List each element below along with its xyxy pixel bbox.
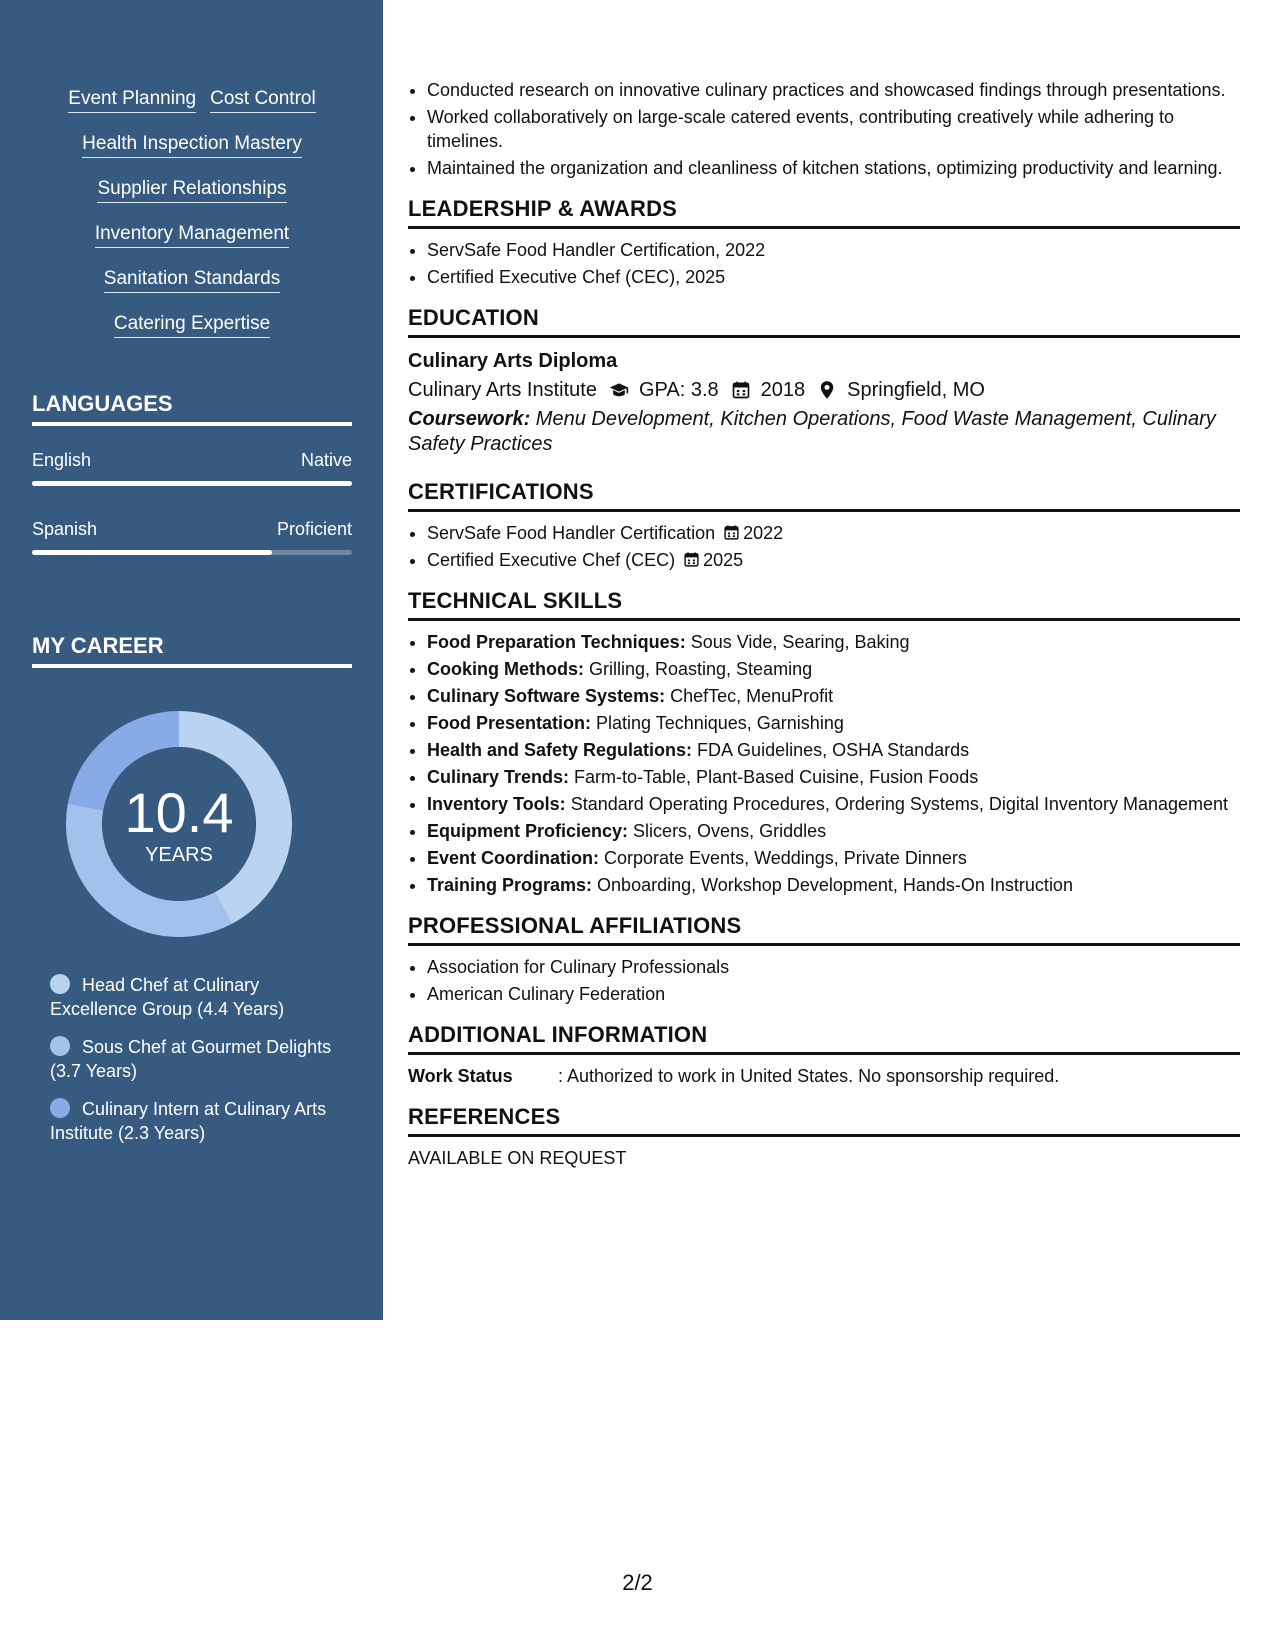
skill-tag: Sanitation Standards bbox=[104, 266, 280, 293]
certification-year: 2022 bbox=[743, 523, 784, 543]
language-english bbox=[32, 450, 352, 486]
education-degree: Culinary Arts Diploma bbox=[408, 350, 618, 372]
language-name: English bbox=[32, 450, 92, 470]
list-item bbox=[427, 711, 1240, 735]
certifications-heading: CERTIFICATIONS bbox=[408, 479, 1240, 512]
affiliations-list bbox=[408, 955, 1240, 1006]
skills-row bbox=[22, 131, 362, 176]
references-heading: REFERENCES bbox=[408, 1104, 1240, 1137]
career-label: Culinary Intern at Culinary Arts Institute (2.3 Years) bbox=[50, 1099, 327, 1143]
list-item: • Conducted research on innovative culinary practices and showcased findings through presentations. bbox=[427, 78, 1240, 102]
list-item: • American Culinary Federation bbox=[427, 982, 1240, 1006]
work-status-label: Work Status bbox=[408, 1066, 513, 1086]
list-item bbox=[427, 792, 1240, 816]
skill-category: Inventory Tools: bbox=[427, 794, 566, 814]
skill-values: Onboarding, Workshop Development, Hands-On Instruction bbox=[592, 875, 1073, 895]
education-heading: EDUCATION bbox=[408, 305, 1240, 338]
map-pin-icon bbox=[817, 380, 837, 400]
calendar-icon bbox=[731, 380, 751, 400]
list-item bbox=[427, 873, 1240, 897]
list-item bbox=[427, 738, 1240, 762]
certification-year: 2025 bbox=[703, 550, 744, 570]
skill-tag: Health Inspection Mastery bbox=[82, 131, 302, 158]
certification-name: ServSafe Food Handler Certification bbox=[427, 523, 716, 543]
skill-category: Health and Safety Regulations: bbox=[427, 740, 693, 760]
list-item bbox=[427, 657, 1240, 681]
references-text: AVAILABLE ON REQUEST bbox=[408, 1148, 627, 1168]
list-item bbox=[427, 846, 1240, 870]
language-bar bbox=[32, 550, 352, 555]
skill-values: Standard Operating Procedures, Ordering Systems, Digital Inventory Management bbox=[565, 794, 1229, 814]
education-gpa: GPA: 3.8 bbox=[638, 379, 719, 401]
calendar-icon bbox=[683, 551, 700, 568]
education-coursework bbox=[408, 407, 1240, 457]
certifications-list bbox=[408, 521, 1240, 572]
skill-tag: Catering Expertise bbox=[114, 311, 270, 338]
list-item: • Worked collaboratively on large-scale catered events, contributing creatively while adhering to timelines. bbox=[427, 105, 1240, 153]
education-location: Springfield, MO bbox=[847, 379, 985, 401]
skill-category: Culinary Software Systems: bbox=[427, 686, 666, 706]
work-status-value: : Authorized to work in United States. No sponsorship required. bbox=[558, 1066, 1060, 1086]
career-total bbox=[66, 711, 292, 937]
list-item bbox=[427, 765, 1240, 789]
skills-row bbox=[22, 266, 362, 311]
career-label: Sous Chef at Gourmet Delights (3.7 Years) bbox=[50, 1037, 332, 1081]
list-item bbox=[427, 548, 1240, 572]
skill-values: ChefTec, MenuProfit bbox=[665, 686, 834, 706]
languages-heading: LANGUAGES bbox=[32, 391, 352, 426]
skills-row bbox=[22, 221, 362, 266]
career-legend-item bbox=[50, 1097, 350, 1145]
skill-tag: Inventory Management bbox=[95, 221, 289, 248]
skill-values: FDA Guidelines, OSHA Standards bbox=[692, 740, 970, 760]
main-content bbox=[408, 78, 1240, 1170]
career-legend-item bbox=[50, 973, 350, 1021]
language-name: Spanish bbox=[32, 519, 98, 539]
skill-values: Slicers, Ovens, Griddles bbox=[628, 821, 827, 841]
list-item bbox=[427, 630, 1240, 654]
skill-category: Culinary Trends: bbox=[427, 767, 570, 787]
education-year: 2018 bbox=[760, 379, 806, 401]
education-meta bbox=[408, 375, 1240, 405]
skill-values: Grilling, Roasting, Steaming bbox=[583, 659, 813, 679]
skills-row bbox=[22, 311, 362, 356]
language-bar-fill bbox=[32, 481, 352, 486]
career-heading: MY CAREER bbox=[32, 633, 352, 668]
language-level: Native bbox=[300, 450, 352, 470]
affiliations-heading: PROFESSIONAL AFFILIATIONS bbox=[408, 913, 1240, 946]
skill-values: Corporate Events, Weddings, Private Dinners bbox=[599, 848, 967, 868]
career-legend-item bbox=[50, 1035, 350, 1083]
additional-info-heading: ADDITIONAL INFORMATION bbox=[408, 1022, 1240, 1055]
education-school: Culinary Arts Institute bbox=[408, 379, 597, 401]
list-item bbox=[427, 521, 1240, 545]
list-item bbox=[427, 819, 1240, 843]
list-item: • Certified Executive Chef (CEC), 2025 bbox=[427, 265, 1240, 289]
skill-values: Sous Vide, Searing, Baking bbox=[685, 632, 910, 652]
legend-dot-icon bbox=[50, 974, 70, 994]
leadership-list bbox=[408, 238, 1240, 289]
page-number: 2/2 bbox=[622, 1570, 653, 1595]
coursework-label: Coursework: bbox=[408, 408, 531, 430]
career-legend bbox=[50, 973, 350, 1159]
skill-category: Training Programs: bbox=[427, 875, 593, 895]
experience-bullets bbox=[408, 78, 1240, 180]
coursework-value: Menu Development, Kitchen Operations, Food Waste Management, Culinary Safety Practices bbox=[408, 408, 1216, 455]
skills-list bbox=[22, 86, 362, 356]
skill-tag: Event Planning bbox=[68, 86, 196, 113]
skills-row bbox=[22, 176, 362, 221]
skill-category: Food Preparation Techniques: bbox=[427, 632, 686, 652]
skill-tag: Supplier Relationships bbox=[97, 176, 286, 203]
legend-dot-icon bbox=[50, 1098, 70, 1118]
certification-name: Certified Executive Chef (CEC) bbox=[427, 550, 676, 570]
skill-category: Food Presentation: bbox=[427, 713, 592, 733]
language-level: Proficient bbox=[276, 519, 352, 539]
list-item bbox=[427, 684, 1240, 708]
career-total-unit: YEARS bbox=[145, 844, 213, 866]
leadership-heading: LEADERSHIP & AWARDS bbox=[408, 196, 1240, 229]
list-item: • ServSafe Food Handler Certification, 2022 bbox=[427, 238, 1240, 262]
language-bar-fill bbox=[32, 550, 272, 555]
skill-category: Cooking Methods: bbox=[427, 659, 584, 679]
career-total-value: 10.4 bbox=[124, 781, 234, 844]
list-item: • Maintained the organization and cleanliness of kitchen stations, optimizing productivity and learning. bbox=[427, 156, 1240, 180]
sidebar bbox=[0, 0, 383, 1320]
graduation-cap-icon bbox=[609, 380, 629, 400]
calendar-icon bbox=[723, 524, 740, 541]
skill-values: Farm-to-Table, Plant-Based Cuisine, Fusion Foods bbox=[569, 767, 979, 787]
career-label: Head Chef at Culinary Excellence Group (4.4 Years) bbox=[50, 975, 285, 1019]
skills-row bbox=[22, 86, 362, 131]
work-status bbox=[408, 1064, 1240, 1088]
skill-category: Equipment Proficiency: bbox=[427, 821, 629, 841]
technical-skills-heading: TECHNICAL SKILLS bbox=[408, 588, 1240, 621]
technical-skills-list bbox=[408, 630, 1240, 897]
language-bar bbox=[32, 481, 352, 486]
skill-category: Event Coordination: bbox=[427, 848, 599, 868]
legend-dot-icon bbox=[50, 1036, 70, 1056]
skill-values: Plating Techniques, Garnishing bbox=[591, 713, 844, 733]
language-spanish bbox=[32, 519, 352, 555]
skill-tag: Cost Control bbox=[210, 86, 316, 113]
list-item: • Association for Culinary Professionals bbox=[427, 955, 1240, 979]
